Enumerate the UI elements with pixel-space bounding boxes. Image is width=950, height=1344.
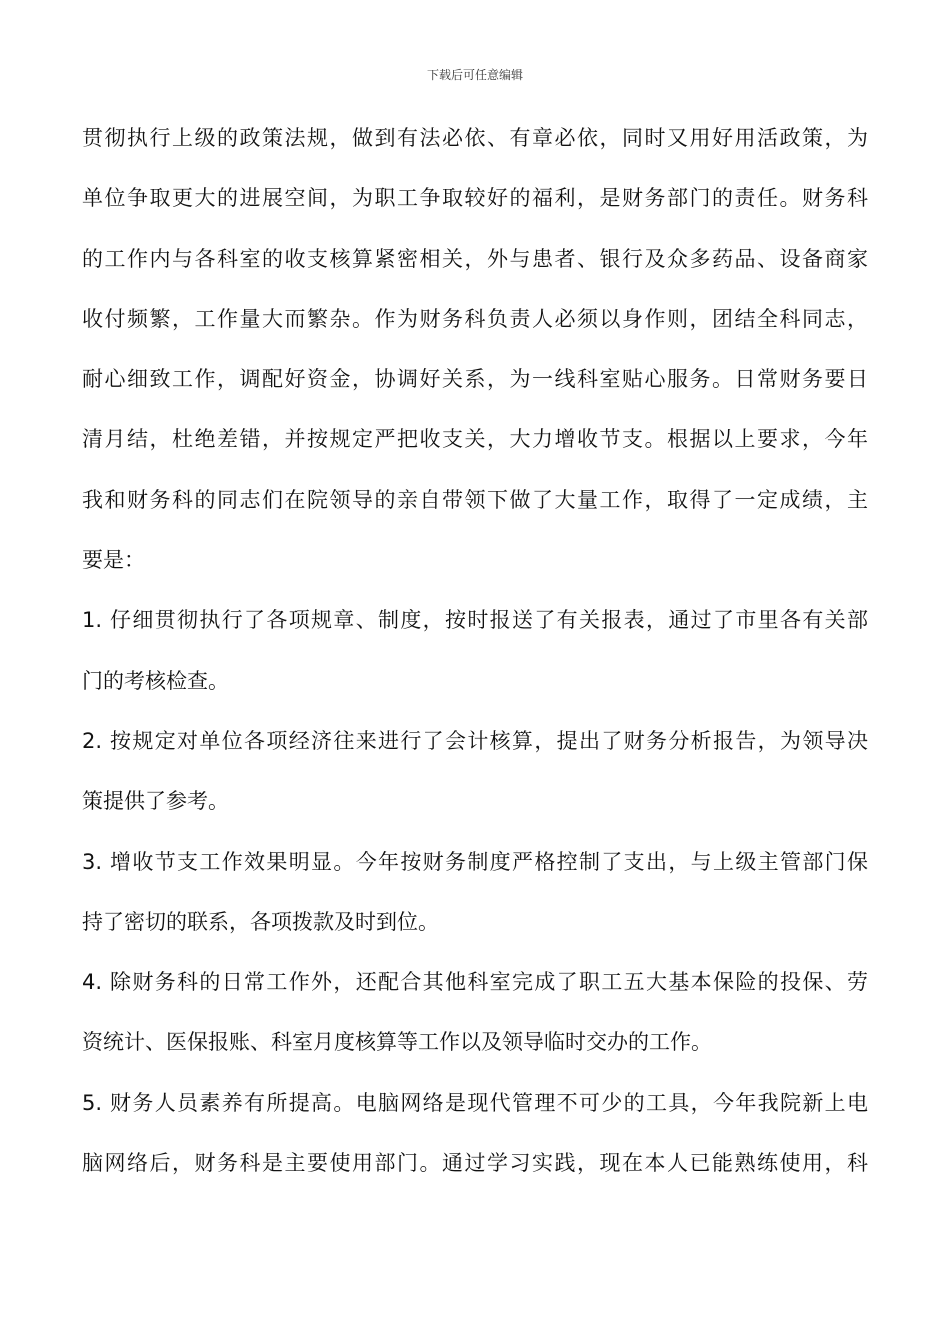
text-line-2: 单位争取更大的进展空间，为职工争取较好的福利，是财务部门的责任。财务科 — [82, 186, 868, 211]
text-line-7: 我和财务科的同志们在院领导的亲自带领下做了大量工作，取得了一定成绩，主 — [82, 487, 868, 512]
list-item-3-line-1: 3. 增收节支工作效果明显。今年按财务制度严格控制了支出，与上级主管部门保 — [82, 849, 868, 874]
text-line-3: 的工作内与各科室的收支核算紧密相关，外与患者、银行及众多药品、设备商家 — [82, 246, 868, 271]
text-line-6: 清月结，杜绝差错，并按规定严把收支关，大力增收节支。根据以上要求，今年 — [82, 427, 868, 452]
list-item-2-line-1: 2. 按规定对单位各项经济往来进行了会计核算，提出了财务分析报告，为领导决 — [82, 728, 868, 753]
list-item-4-line-1: 4. 除财务科的日常工作外，还配合其他科室完成了职工五大基本保险的投保、劳 — [82, 970, 868, 995]
list-item-1-line-1: 1. 仔细贯彻执行了各项规章、制度，按时报送了有关报表，通过了市里各有关部 — [82, 608, 868, 633]
list-item-2-line-2: 策提供了参考。 — [82, 789, 229, 814]
list-item-4-line-2: 资统计、医保报账、科室月度核算等工作以及领导临时交办的工作。 — [82, 1030, 712, 1055]
list-item-5-line-1: 5. 财务人员素养有所提高。电脑网络是现代管理不可少的工具，今年我院新上电 — [82, 1090, 868, 1115]
list-item-5-line-2: 脑网络后，财务科是主要使用部门。通过学习实践，现在本人已能熟练使用，科 — [82, 1151, 868, 1176]
list-item-1-line-2: 门的考核检查。 — [82, 668, 229, 693]
text-line-5: 耐心细致工作，调配好资金，协调好关系，为一线科室贴心服务。日常财务要日 — [82, 367, 868, 392]
text-line-1: 贯彻执行上级的政策法规，做到有法必依、有章必依，同时又用好用活政策，为 — [82, 126, 868, 150]
list-item-3-line-2: 持了密切的联系，各项拨款及时到位。 — [82, 909, 439, 934]
document-body — [82, 108, 868, 1193]
page-header-note: 下载后可任意编辑 — [426, 68, 523, 82]
text-line-8: 要是： — [82, 548, 145, 573]
text-line-4: 收付频繁，工作量大而繁杂。作为财务科负责人必须以身作则，团结全科同志， — [82, 306, 868, 331]
